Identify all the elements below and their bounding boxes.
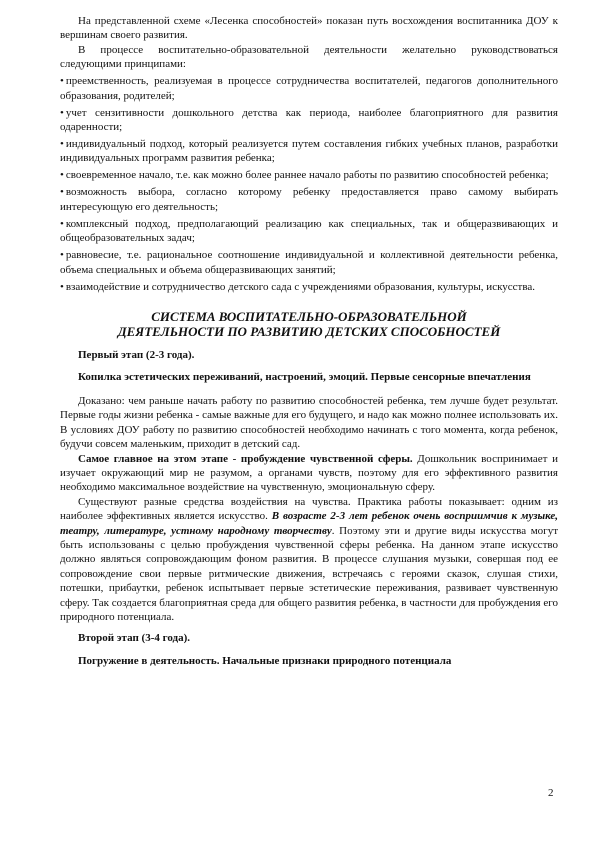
intro-paragraph-2: В процессе воспитательно-образовательной деятельности желательно руководствоваться следующими принципами: (60, 43, 558, 71)
bullet-icon: • (60, 186, 64, 199)
section-heading-line-1: СИСТЕМА ВОСПИТАТЕЛЬНО-ОБРАЗОВАТЕЛЬНОЙ (151, 309, 467, 325)
document-page (60, 14, 558, 668)
intro-paragraph-1: На представленной схеме «Лесенка способностей» показан путь восхождения воспитанника ДОУ к вершинам своего развития. (60, 15, 558, 42)
section-heading (60, 309, 558, 339)
list-item: • равновесие, т.е. рациональное соотношение индивидуальной и коллективной деятельности ребенка, объема специальных и объема общеразвивающих занятий; (60, 249, 558, 276)
bullet-icon: • (60, 106, 64, 119)
stage-1-subtitle: Копилка эстетических переживаний, настроений, эмоций. Первые сенсорные впечатления (78, 371, 531, 384)
stage-1-paragraph-1: Доказано: чем раньше начать работу по развитию способностей ребенка, тем лучше будет результат. Первые годы жизни ребенка - самые важные для его будущего, и надо как можно полнее использовать их. В условиях ДОУ работу по развитию способностей необходимо начинать с того момента, когда ребенок, будучи совсем маленьким, приходит в детский сад. (60, 394, 558, 451)
section-heading-line-2: ДЕЯТЕЛЬНОСТИ ПО РАЗВИТИЮ ДЕТСКИХ СПОСОБНОСТЕЙ (117, 324, 501, 340)
bullet-icon: • (60, 280, 64, 293)
list-item: • возможность выбора, согласно которому ребенку предоставляется право самому выбирать интересующую его деятельность; (60, 186, 558, 213)
stage-2-subtitle: Погружение в деятельность. Начальные признаки природного потенциала (78, 654, 452, 667)
list-item: • преемственность, реализуемая в процессе сотрудничества воспитателей, педагогов дополнительного образования, родителей; (60, 75, 558, 102)
stage-2-title: Второй этап (3-4 года). (78, 632, 190, 645)
bullet-icon: • (60, 169, 64, 182)
stage-1-paragraph-3: Существуют разные средства воздействия на чувства. Практика работы показывает: одним из наиболее эффективных является искусство. В возрасте 2-3 лет ребенок очень восприимчив к музыке, театру, литературе, устному народному творчеству. Поэтому эти и другие виды искусства могут быть использованы с целью пробуждения чувственной сферы ребенка. На данном этапе искусство должно являться сопровождающим фоном развития. В процессе слушания музыки, совершая под ее сопровождение свои первые ритмические движения, встречаясь с героями сказок, слушая стихи, потешки, прибаутки, ребенок испытывает первые эстетические переживания, развивает чувственную сферу. Так создается благоприятная среда для общего развития ребенка, в частности для пробуждения его природного потенциала. (60, 495, 559, 623)
list-item: • своевременное начало, т.е. как можно более раннее начало работы по развитию способностей ребенка; (60, 169, 549, 182)
bullet-icon: • (60, 75, 64, 88)
bullet-icon: • (60, 138, 64, 151)
principles-list (60, 72, 558, 294)
stage-1-paragraph-2: Самое главное на этом этапе - пробуждение чувственной сферы. Дошкольник воспринимает и изучает окружающий мир не разумом, а органами чувств, поэтому для его эффективного развития необходимо максимальное воздействие на чувственную, эмоциональную сферу. (60, 452, 558, 494)
bullet-icon: • (60, 249, 64, 262)
list-item: • учет сензитивности дошкольного детства как периода, наиболее благоприятного для развития одаренности; (60, 106, 558, 134)
list-item: • взаимодействие и сотрудничество детского сада с учреждениями образования, культуры, искусства. (60, 280, 536, 293)
bullet-icon: • (60, 217, 64, 230)
page-number: 2 (548, 787, 554, 799)
list-item: • комплексный подход, предполагающий реализацию как специальных, так и общеразвивающих и общеобразовательных задач; (60, 217, 558, 245)
list-item: • индивидуальный подход, который реализуется путем составления гибких учебных планов, разработки индивидуальных программ развития ребенка; (60, 138, 558, 165)
stage-1-title: Первый этап (2-3 года). (78, 349, 195, 362)
